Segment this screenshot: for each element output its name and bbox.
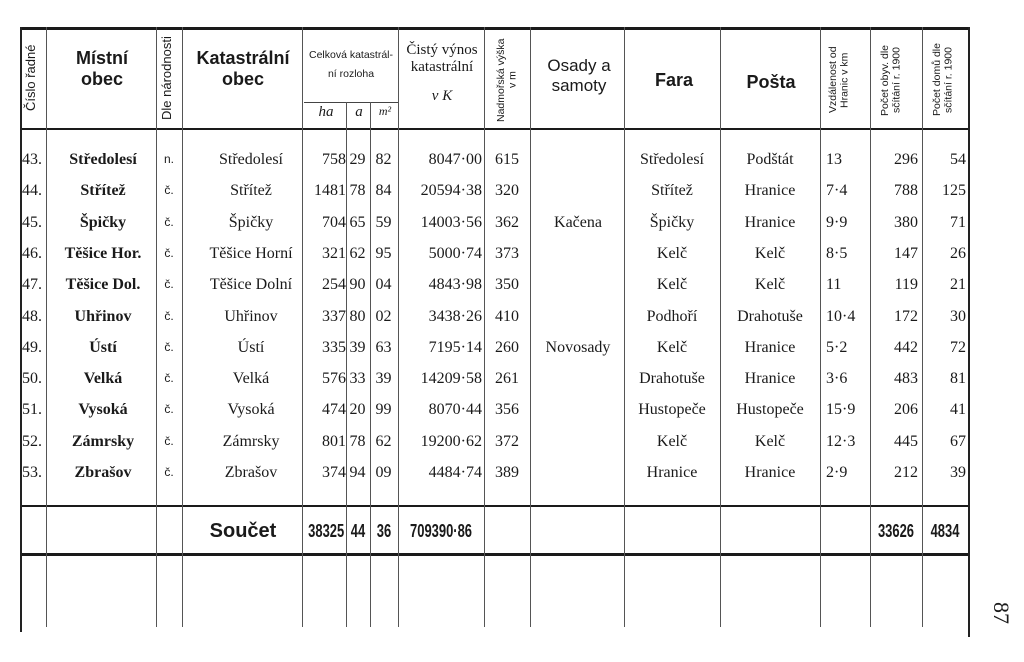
rozloha-m2-cell: 62	[375, 432, 392, 450]
rozloha-ha-cell: 374	[322, 464, 346, 481]
vyska-cell: 389	[495, 464, 519, 481]
vzdalenost-cell: 13	[826, 151, 842, 168]
header-cisty-vynos: Čistý výnos katastrální	[406, 42, 478, 76]
mistni-obec-cell: Středolesí	[69, 151, 137, 168]
fara-cell: Kelč	[656, 244, 688, 262]
total-vynos: 709390·86	[410, 521, 473, 541]
katastralni-obec-cell: Zámrsky	[222, 432, 280, 450]
domu-cell: 21	[950, 276, 966, 294]
rozloha-m2-cell: 82	[375, 151, 392, 168]
narodnost-cell: č.	[164, 245, 174, 260]
header-celkova-rozloha: Celková katastrál-ní rozloha	[308, 49, 394, 80]
obyvatel-cell: 445	[894, 432, 918, 450]
rozloha-m2-cell: 39	[375, 370, 392, 388]
table-row	[0, 332, 1024, 363]
vyska-cell: 410	[495, 307, 519, 325]
narodnost-cell: č.	[164, 433, 174, 448]
vyska-cell: 320	[495, 182, 519, 200]
rozloha-m2-cell: 02	[375, 307, 392, 325]
rozloha-a-cell: 33	[349, 370, 366, 388]
header-nadmorska-vyska: Nadmořská výška v m	[495, 38, 519, 122]
vzdalenost-cell: 8·5	[826, 244, 848, 262]
osady-cell	[533, 426, 623, 457]
domu-cell: 67	[950, 432, 966, 450]
posta-cell: Hranice	[744, 370, 796, 388]
header-katastralni-obec: Katastrální obec	[196, 48, 290, 89]
rozloha-m2-cell: 59	[375, 213, 392, 231]
total-m2: 36	[376, 521, 392, 541]
rozloha-ha-cell: 337	[322, 307, 346, 325]
obyvatel-cell: 380	[894, 213, 918, 231]
row-number: 44.	[22, 182, 42, 200]
row-number: 43.	[22, 151, 42, 168]
narodnost-cell: č.	[164, 308, 174, 323]
posta-cell: Kelč	[754, 276, 786, 294]
rozloha-m2-cell: 04	[375, 276, 392, 294]
vzdalenost-cell: 5·2	[826, 338, 848, 356]
osady-cell	[533, 238, 623, 269]
vzdalenost-cell: 3·6	[826, 370, 848, 388]
domu-cell: 39	[950, 464, 966, 481]
table-row	[0, 363, 1024, 394]
vynos-cell: 19200·62	[420, 432, 482, 450]
rozloha-ha-cell: 576	[322, 370, 346, 388]
osady-cell	[533, 144, 623, 175]
header-posta: Pošta	[746, 72, 796, 92]
obyvatel-cell: 483	[894, 370, 918, 388]
rozloha-a-cell: 29	[349, 151, 366, 168]
vzdalenost-cell: 10·4	[826, 307, 856, 325]
domu-cell: 81	[950, 370, 966, 388]
fara-cell: Středolesí	[640, 151, 704, 168]
vynos-cell: 14209·58	[420, 370, 482, 388]
vynos-cell: 8047·00	[428, 151, 482, 168]
table-row	[0, 457, 1024, 488]
obyvatel-cell: 212	[894, 464, 918, 481]
row-number: 49.	[22, 338, 42, 356]
vzdalenost-cell: 2·9	[826, 464, 848, 481]
vynos-cell: 4484·74	[428, 464, 482, 481]
vyska-cell: 373	[495, 244, 519, 262]
rozloha-a-cell: 78	[349, 182, 366, 200]
narodnost-cell: č.	[164, 402, 174, 417]
posta-cell: Hustopeče	[736, 401, 804, 419]
header-pocet-domu: Počet domů dle sčítání r. 1900	[931, 43, 955, 117]
rozloha-ha-cell: 801	[322, 432, 346, 450]
vynos-cell: 8070·44	[428, 401, 482, 419]
total-obyv: 33626	[877, 521, 915, 541]
vyska-cell: 372	[495, 432, 519, 450]
subheader-rule	[304, 102, 399, 103]
vynos-cell: 4843·98	[428, 276, 482, 294]
header-bottom-rule	[20, 128, 968, 130]
rozloha-a-cell: 94	[349, 464, 366, 481]
osady-cell	[533, 457, 623, 488]
posta-cell: Podštát	[746, 151, 794, 168]
header-vzdalenost: Vzdálenost od Hranic v km	[827, 46, 851, 114]
fara-cell: Střítež	[651, 182, 693, 200]
narodnost-cell: č.	[164, 183, 174, 198]
katastralni-obec-cell: Střítež	[230, 182, 272, 200]
vyska-cell: 261	[495, 370, 519, 388]
header-fara: Fara	[654, 70, 694, 90]
row-number: 45.	[22, 213, 42, 231]
total-a: 44	[350, 521, 366, 541]
posta-cell: Kelč	[754, 432, 786, 450]
vyska-cell: 260	[495, 338, 519, 356]
row-number: 53.	[22, 464, 42, 481]
obyvatel-cell: 788	[894, 182, 918, 200]
rozloha-m2-cell: 63	[375, 338, 392, 356]
osady-cell: Kačena	[554, 213, 602, 231]
header-dle-narodnosti: Dle národnosti	[159, 36, 174, 120]
header-cislo-radne: Číslo řadné	[23, 44, 38, 112]
mistni-obec-cell: Špičky	[79, 213, 127, 231]
posta-cell: Drahotuše	[737, 307, 803, 325]
posta-cell: Hranice	[744, 213, 796, 231]
katastralni-obec-cell: Středolesí	[219, 151, 283, 168]
posta-cell: Hranice	[744, 338, 796, 356]
vzdalenost-cell: 7·4	[826, 182, 848, 200]
rozloha-ha-cell: 321	[322, 244, 346, 262]
header-osady: Osady a samoty	[547, 56, 611, 95]
vynos-cell: 7195·14	[428, 338, 482, 356]
posta-cell: Hranice	[744, 182, 796, 200]
narodnost-cell: č.	[164, 371, 174, 386]
rozloha-m2-cell: 09	[375, 464, 392, 481]
rozloha-ha-cell: 474	[322, 401, 346, 419]
obyvatel-cell: 147	[894, 244, 918, 262]
fara-cell: Podhoří	[646, 307, 698, 325]
mistni-obec-cell: Zbrašov	[74, 464, 132, 481]
rozloha-ha-cell: 335	[322, 338, 346, 356]
katastralni-obec-cell: Ústí	[237, 338, 265, 356]
mistni-obec-cell: Zámrsky	[71, 432, 135, 450]
rozloha-ha-cell: 758	[322, 151, 346, 168]
rozloha-a-cell: 39	[349, 338, 366, 356]
table-row	[0, 301, 1024, 332]
header-pocet-obyv: Počet obyv. dle sčítání r. 1900	[879, 44, 903, 116]
mistni-obec-cell: Těšice Dol.	[65, 276, 141, 294]
rozloha-m2-cell: 95	[375, 244, 392, 262]
rozloha-m2-cell: 84	[375, 182, 392, 200]
table-row	[0, 426, 1024, 457]
katastralni-obec-cell: Těšice Horní	[209, 244, 293, 262]
page-number: 87	[989, 602, 1014, 624]
posta-cell: Hranice	[744, 464, 796, 481]
mistni-obec-cell: Těšice Hor.	[64, 244, 142, 262]
vyska-cell: 362	[495, 213, 519, 231]
rozloha-ha-cell: 704	[322, 213, 346, 231]
rozloha-ha-cell: 1481	[314, 182, 346, 200]
vzdalenost-cell: 12·3	[826, 432, 856, 450]
row-number: 48.	[22, 307, 42, 325]
vynos-cell: 14003·56	[420, 213, 482, 231]
unit-m2: m²	[378, 104, 392, 118]
domu-cell: 26	[950, 244, 966, 262]
posta-cell: Kelč	[754, 244, 786, 262]
table-row	[0, 144, 1024, 175]
table-row	[0, 269, 1024, 300]
row-number: 47.	[22, 276, 42, 294]
vynos-cell: 20594·38	[420, 182, 482, 200]
total-domu: 4834	[930, 521, 960, 541]
rozloha-a-cell: 80	[349, 307, 366, 325]
osady-cell	[533, 175, 623, 206]
katastralni-obec-cell: Špičky	[228, 213, 274, 231]
header-mistni-obec: Místní obec	[76, 48, 128, 89]
fara-cell: Hranice	[646, 464, 698, 481]
mistni-obec-cell: Střítež	[80, 182, 126, 200]
obyvatel-cell: 296	[894, 151, 918, 168]
mistni-obec-cell: Uhřinov	[74, 307, 132, 325]
narodnost-cell: č.	[164, 277, 174, 292]
table-row	[0, 394, 1024, 425]
vyska-cell: 350	[495, 276, 519, 294]
narodnost-cell: č.	[164, 339, 174, 354]
table-row	[0, 175, 1024, 206]
narodnost-cell: č.	[164, 465, 174, 479]
table-row	[0, 238, 1024, 269]
total-label: Součet	[209, 520, 277, 542]
vynos-cell: 5000·74	[428, 244, 482, 262]
row-number: 46.	[22, 244, 42, 262]
osady-cell	[533, 363, 623, 394]
domu-cell: 72	[950, 338, 966, 356]
fara-cell: Špičky	[649, 213, 695, 231]
mistni-obec-cell: Velká	[83, 370, 123, 388]
fara-cell: Kelč	[656, 338, 688, 356]
rozloha-a-cell: 62	[349, 244, 366, 262]
katastralni-obec-cell: Velká	[232, 370, 270, 388]
row-number: 51.	[22, 401, 42, 419]
narodnost-cell: n.	[163, 152, 174, 166]
obyvatel-cell: 206	[894, 401, 918, 419]
rozloha-a-cell: 90	[349, 276, 366, 294]
obyvatel-cell: 172	[894, 307, 918, 325]
vzdalenost-cell: 9·9	[826, 213, 848, 231]
domu-cell: 41	[950, 401, 966, 419]
header-cisty-vynos-unit: v K	[431, 88, 453, 104]
domu-cell: 125	[942, 182, 966, 200]
domu-cell: 30	[950, 307, 966, 325]
table-row	[0, 207, 1024, 238]
mistni-obec-cell: Ústí	[89, 338, 117, 356]
domu-cell: 71	[950, 213, 966, 231]
vzdalenost-cell: 11	[826, 276, 842, 294]
osady-cell: Novosady	[545, 338, 611, 356]
row-number: 50.	[22, 370, 42, 388]
rozloha-a-cell: 65	[349, 213, 366, 231]
rozloha-ha-cell: 254	[322, 276, 346, 294]
rozloha-a-cell: 20	[349, 401, 366, 419]
katastralni-obec-cell: Těšice Dolní	[209, 276, 293, 294]
rozloha-m2-cell: 99	[375, 401, 392, 419]
katastralni-obec-cell: Zbrašov	[224, 464, 278, 481]
katastralni-obec-cell: Uhřinov	[224, 307, 278, 325]
mistni-obec-cell: Vysoká	[78, 401, 128, 419]
total-top-rule	[20, 505, 968, 507]
narodnost-cell: č.	[164, 214, 174, 229]
fara-cell: Kelč	[656, 276, 688, 294]
total-ha: 38325	[308, 521, 345, 541]
fara-cell: Kelč	[656, 432, 688, 450]
fara-cell: Drahotuše	[639, 370, 705, 388]
osady-cell	[533, 301, 623, 332]
unit-a: a	[355, 104, 363, 120]
total-bottom-rule	[20, 553, 968, 556]
obyvatel-cell: 442	[894, 338, 918, 356]
row-number: 52.	[22, 432, 42, 450]
vzdalenost-cell: 15·9	[826, 401, 856, 419]
osady-cell	[533, 394, 623, 425]
vyska-cell: 615	[495, 151, 519, 168]
osady-cell	[533, 269, 623, 300]
katastralni-obec-cell: Vysoká	[227, 401, 275, 419]
unit-ha: ha	[318, 104, 334, 120]
domu-cell: 54	[950, 151, 966, 168]
vyska-cell: 356	[495, 401, 519, 419]
obyvatel-cell: 119	[894, 276, 918, 294]
vynos-cell: 3438·26	[428, 307, 482, 325]
rozloha-a-cell: 78	[349, 432, 366, 450]
top-rule	[20, 27, 968, 30]
fara-cell: Hustopeče	[638, 401, 706, 419]
